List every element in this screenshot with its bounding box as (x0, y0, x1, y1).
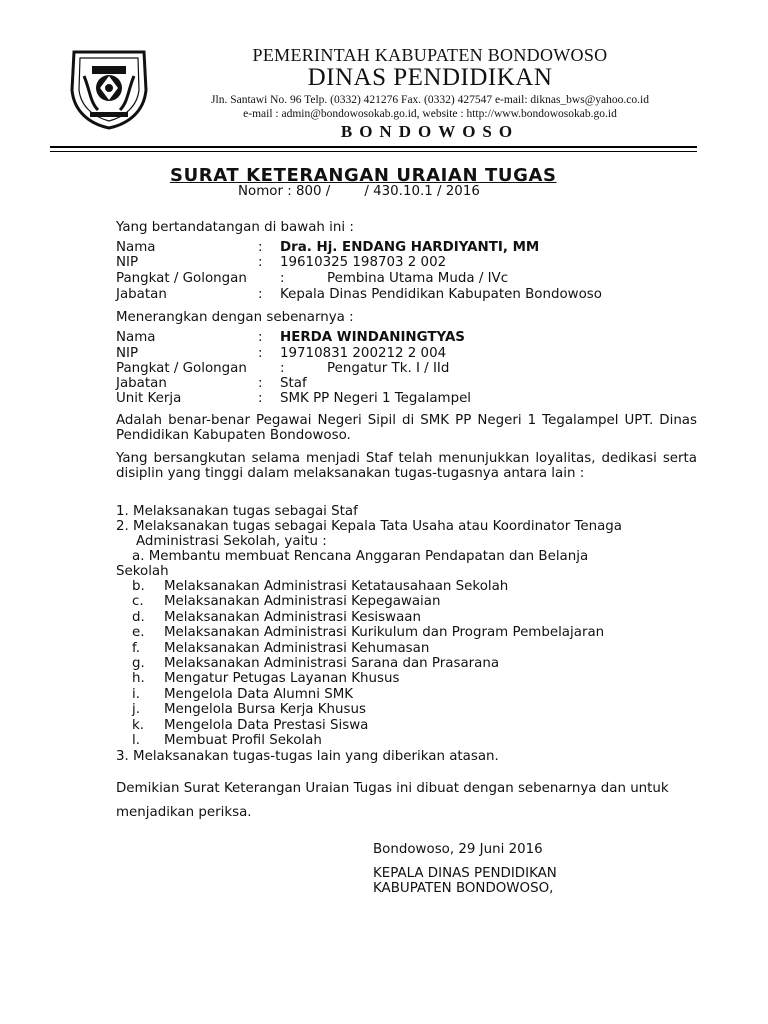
duty-sub-text: Melaksanakan Administrasi Kepegawaian (164, 594, 441, 610)
loyalty-paragraph: Yang bersangkutan selama menjadi Staf telah menunjukkan loyalitas, dedikasi serta disiplin yang tinggi dalam melaksanakan tugas-tugasnya antara lain : (116, 451, 697, 482)
duty-sub-marker: i. (132, 686, 140, 702)
statement-paragraph: Adalah benar-benar Pegawai Negeri Sipil di SMK PP Negeri 1 Tegalampel UPT. Dinas Pendidikan Kabupaten Bondowoso. (116, 413, 697, 444)
signer-nip: 19610325 198703 2 002 (280, 255, 447, 270)
field-colon: : (258, 376, 263, 391)
signature-title-1: KEPALA DINAS PENDIDIKAN (373, 866, 557, 881)
field-label: Pangkat / Golongan (116, 271, 247, 286)
letterhead-email: e-mail : admin@bondowosokab.go.id, website : http://www.bondowosokab.go.id (243, 108, 617, 120)
field-label: NIP (116, 255, 139, 270)
field-colon: : (258, 391, 263, 406)
duty-item-2-cont: Administrasi Sekolah, yaitu : (136, 534, 327, 549)
duty-sub-text: Melaksanakan Administrasi Kehumasan (164, 640, 430, 656)
duty-sub-text: Mengelola Data Prestasi Siswa (164, 717, 369, 733)
letterhead-divider-thick (50, 146, 697, 148)
letterhead-city: BONDOWOSO (340, 122, 520, 141)
regency-emblem-icon (66, 46, 152, 130)
duty-sub-item (132, 702, 366, 717)
employee-position: Staf (280, 376, 307, 391)
document-title: SURAT KETERANGAN URAIAN TUGAS (170, 165, 557, 186)
employee-rank: Pengatur Tk. I / IId (327, 361, 450, 376)
duty-sub-marker: f. (132, 640, 140, 656)
duty-sub-item (132, 733, 322, 748)
field-colon: : (258, 240, 263, 255)
signer-rank: Pembina Utama Muda / IVc (327, 271, 509, 286)
field-label: Pangkat / Golongan (116, 361, 247, 376)
duty-sub-marker: c. (132, 594, 144, 610)
duty-sub-marker: j. (132, 702, 140, 718)
field-colon: : (280, 271, 285, 286)
letterhead-divider-thin (50, 151, 697, 152)
duty-sub-item (132, 610, 421, 625)
duty-sub-text: Mengelola Bursa Kerja Khusus (164, 702, 366, 718)
duty-sub-a: a. Membantu membuat Rencana Anggaran Pendapatan dan Belanja (132, 549, 589, 564)
duty-sub-text: Melaksanakan Administrasi Ketatausahaan Sekolah (164, 579, 509, 594)
duty-sub-item (132, 687, 353, 702)
employee-unit: SMK PP Negeri 1 Tegalampel (280, 391, 472, 406)
duty-sub-item (132, 641, 429, 656)
duty-sub-marker: e. (132, 625, 145, 641)
duty-sub-marker: b. (132, 579, 145, 594)
duty-sub-item (132, 656, 499, 671)
duty-sub-item (132, 625, 604, 640)
document-number: Nomor : 800 / / 430.10.1 / 2016 (238, 184, 480, 199)
duty-item-1: 1. Melaksanakan tugas sebagai Staf (116, 504, 358, 519)
duty-sub-item (132, 718, 368, 733)
field-label: Jabatan (116, 376, 167, 391)
field-label: Nama (116, 330, 156, 345)
duty-sub-item (132, 671, 399, 686)
duty-sub-a-cont: Sekolah (116, 564, 169, 579)
signer-position: Kepala Dinas Pendidikan Kabupaten Bondowoso (280, 287, 602, 302)
explain-text: Menerangkan dengan sebenarnya : (116, 310, 354, 325)
intro-text: Yang bertandatangan di bawah ini : (116, 220, 354, 235)
field-colon: : (258, 287, 263, 302)
duty-sub-text: Melaksanakan Administrasi Kesiswaan (164, 609, 421, 625)
employee-nip: 19710831 200212 2 004 (280, 346, 447, 361)
duty-sub-item (132, 594, 440, 609)
field-colon: : (280, 361, 285, 376)
duty-sub-text: Membuat Profil Sekolah (164, 733, 322, 748)
letterhead-government: PEMERINTAH KABUPATEN BONDOWOSO (252, 45, 608, 65)
field-colon: : (258, 255, 263, 270)
duty-sub-text: Melaksanakan Administrasi Sarana dan Prasarana (164, 656, 500, 671)
field-colon: : (258, 330, 263, 345)
duty-sub-marker: h. (132, 671, 145, 687)
duty-sub-item (132, 579, 508, 594)
duty-sub-text: Melaksanakan Administrasi Kurikulum dan Program Pembelajaran (164, 625, 605, 641)
duty-sub-marker: g. (132, 656, 145, 671)
closing-paragraph: Demikian Surat Keterangan Uraian Tugas ini dibuat dengan sebenarnya dan untuk menjadikan periksa. (116, 781, 669, 820)
field-label: NIP (116, 346, 139, 361)
field-label: Nama (116, 240, 156, 255)
duty-item-3: 3. Melaksanakan tugas-tugas lain yang diberikan atasan. (116, 749, 499, 764)
signer-name: Dra. Hj. ENDANG HARDIYANTI, MM (280, 240, 540, 255)
field-label: Jabatan (116, 287, 167, 302)
signature-place-date: Bondowoso, 29 Juni 2016 (373, 842, 543, 857)
signature-title-2: KABUPATEN BONDOWOSO, (373, 881, 554, 896)
field-label: Unit Kerja (116, 391, 182, 406)
field-colon: : (258, 346, 263, 361)
duty-item-2: 2. Melaksanakan tugas sebagai Kepala Tata Usaha atau Koordinator Tenaga (116, 519, 623, 534)
employee-name: HERDA WINDANINGTYAS (280, 330, 465, 345)
duty-sub-marker: d. (132, 609, 145, 625)
duty-sub-text: Mengelola Data Alumni SMK (164, 686, 354, 702)
letterhead-office: DINAS PENDIDIKAN (307, 64, 553, 91)
duty-sub-marker: l. (132, 733, 140, 748)
letterhead-address: Jln. Santawi No. 96 Telp. (0332) 421276 Fax. (0332) 427547 e-mail: diknas_bws@yahoo.co.id (211, 94, 649, 106)
duty-sub-text: Mengatur Petugas Layanan Khusus (164, 671, 400, 687)
duty-sub-marker: k. (132, 717, 145, 733)
